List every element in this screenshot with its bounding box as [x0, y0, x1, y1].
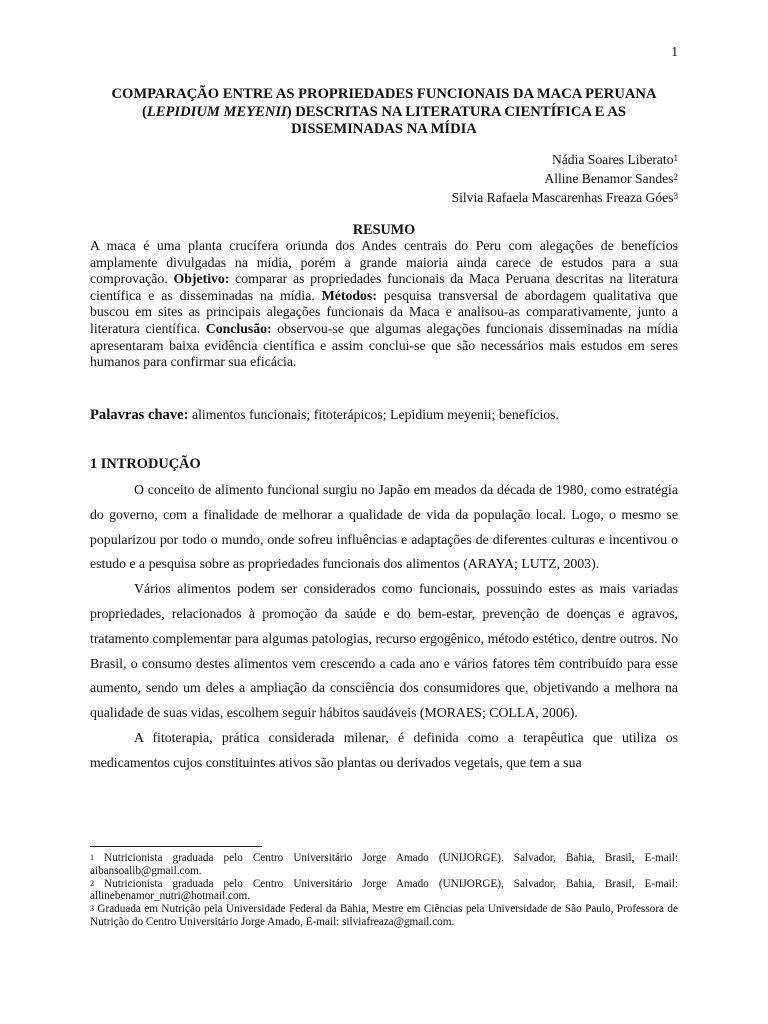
title-part-1: COMPARAÇÃO ENTRE AS PROPRIEDADES FUNCIONAIS DA MACA PERUANA (	[111, 86, 657, 120]
author-name: Alline Benamor Sandes	[544, 171, 674, 186]
footnote-divider	[90, 846, 262, 847]
paper-title	[88, 86, 680, 139]
footnote-3	[90, 903, 678, 929]
author-footnote-mark[interactable]: 2	[673, 172, 678, 182]
keywords-label: Palavras chave:	[90, 407, 189, 423]
objective-text: comparar as propriedades funcionais da Maca Peruana descritas na literatura científica e as disseminadas na mídia.	[90, 271, 679, 303]
author-list	[452, 150, 678, 207]
keywords-text: alimentos funcionais; fitoterápicos; Lepidium meyenii; benefícios.	[188, 407, 560, 422]
abstract-text	[90, 238, 678, 371]
methods-label: Métodos:	[321, 287, 377, 303]
author-3	[452, 188, 678, 207]
author-footnote-mark[interactable]: 1	[673, 153, 678, 163]
footnote-1	[90, 852, 678, 878]
paragraph: O conceito de alimento funcional surgiu no Japão em meados da década de 1980, como estratégia do governo, com a finalidade de melhorar a qualidade de vida da população local. Logo, o mesmo se popularizou por todo o mundo, onde sofreu influências e adaptações de diferentes culturas e incentivou o estudo e a pesquisa sobre as propriedades funcionais dos alimentos (ARAYA; LUTZ, 2003).	[90, 482, 678, 572]
keywords	[90, 406, 678, 424]
footnote-text: Nutricionista graduada pelo Centro Universitário Jorge Amado (UNIJORGE). Salvador, Bahia, Brasil, E-mail: aibansoalib@gmail.com.	[90, 852, 678, 877]
footnote-text: Nutricionista graduada pelo Centro Universitário Jorge Amado (UNIJORGE), Salvador, Bahia, Brasil, E-mail: allinebenamor_nutri@hotmail.com.	[90, 877, 678, 903]
author-2	[452, 169, 678, 188]
paragraph: A fitoterapia, prática considerada milenar, é definida como a terapêutica que utiliza os medicamentos cujos constituintes ativos são plantas ou derivados vegetais, que tem a sua	[90, 729, 678, 770]
conclusion-text: observou-se que algumas alegações funcionais disseminadas na mídia apresentaram baixa evidência científica e assim conclui-se que são necessários mais estudos em seres humanos para confirmar sua eficácia.	[90, 320, 678, 370]
title-scientific-name: LEPIDIUM MEYENII	[146, 103, 287, 120]
conclusion-label: Conclusão:	[205, 320, 272, 336]
footnote-text: Graduada em Nutrição pela Universidade Federal da Bahia, Mestre em Ciências pela Universidade de São Paulo, Professora de Nutrição do Centro Universitário Jorge Amado, E-mail: silviafreaza@gmail.com.	[90, 903, 678, 928]
paragraph: Vários alimentos podem ser considerados como funcionais, possuindo estes as mais variadas propriedades, relacionados à promoção da saúde e do bem-estar, prevenção de doenças e agravos, tratamento complementar para algumas patologias, recurso ergogênico, método estético, dentre outros. No Brasil, o consumo destes alimentos vem crescendo a cada ano e vários fatores têm contribuído para esse aumento, sendo um deles a ampliação da consciência dos consumidores que, objetivando a melhora na qualidade de suas vidas, escolhem seguir hábitos saudáveis (MORAES; COLLA, 2006).	[90, 581, 678, 721]
footnote-mark: 2	[90, 878, 94, 888]
footnote-2	[90, 878, 678, 904]
abstract-intro: A maca é uma planta crucífera oriunda dos Andes centrais do Peru com alegações de benefícios amplamente divulgadas na mídia, porém a grande maioria ainda carece de estudos para a sua comprovação.	[90, 238, 678, 287]
footnote-mark: 1	[90, 853, 94, 862]
page-number: 1	[671, 44, 678, 59]
objective-label: Objetivo:	[173, 271, 230, 287]
introduction-body	[90, 478, 678, 776]
author-1	[452, 150, 678, 169]
author-footnote-mark[interactable]: 3	[673, 191, 678, 201]
section-heading-introduction: 1 INTRODUÇÃO	[90, 456, 201, 472]
author-name: Nádia Soares Liberato	[551, 152, 674, 167]
methods-text: pesquisa transversal de abordagem qualitativa que buscou em sites as principais alegações funcionais da Maca e analisou-as comparativamente, junto a literatura científica.	[90, 287, 678, 336]
title-part-2: ) DESCRITAS NA LITERATURA CIENTÍFICA E AS DISSEMINADAS NA MÍDIA	[286, 103, 627, 137]
footnote-mark: 3	[90, 904, 94, 914]
footnotes	[90, 852, 678, 929]
author-name: Silvia Rafaela Mascarenhas Freaza Góes	[451, 190, 674, 205]
abstract-heading: RESUMO	[352, 222, 416, 238]
